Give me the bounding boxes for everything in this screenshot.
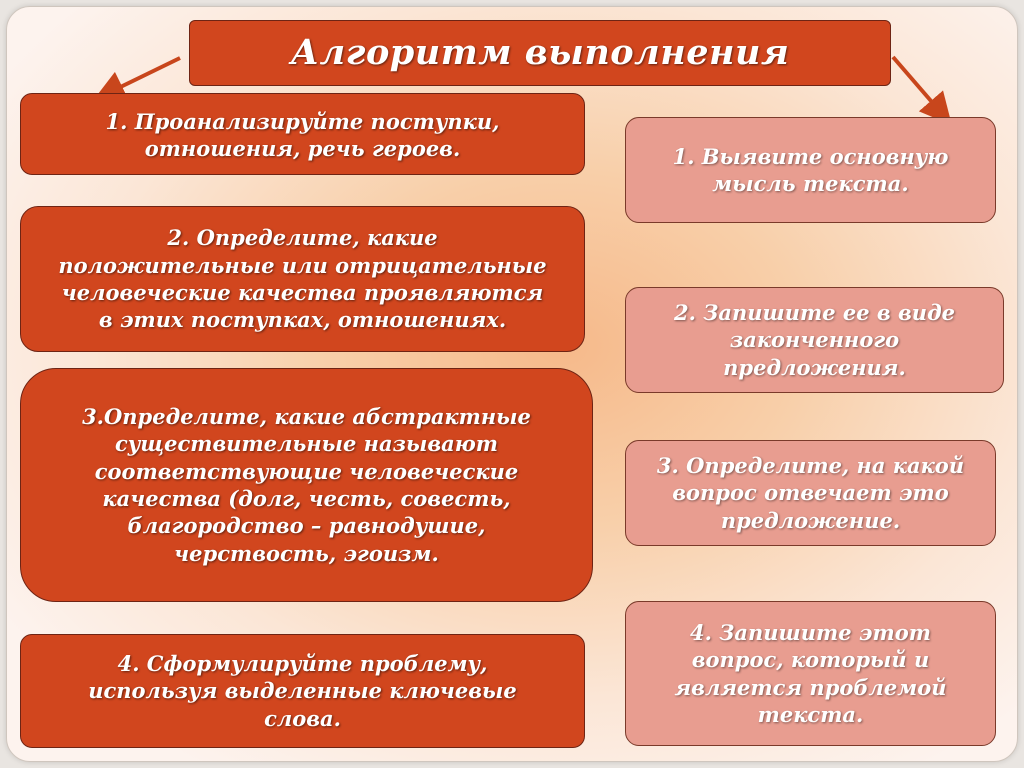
right-step-2 (625, 287, 1004, 393)
left-step-4 (20, 634, 585, 748)
title-text: Алгоритм выполнения (290, 32, 790, 74)
right-step-3 (625, 440, 996, 546)
right-step-3-text: 3. Определите, на какой вопрос отвечает это предложение. (656, 453, 965, 533)
left-step-1-text: 1. Проанализируйте поступки, отношения, речь героев. (105, 109, 500, 162)
right-step-1-text: 1. Выявите основную мысль текста. (672, 143, 949, 196)
right-step-4-text: 4. Запишите этот вопрос, который и является проблемой текста. (674, 619, 947, 727)
left-step-2 (20, 206, 585, 352)
left-step-3 (20, 368, 593, 602)
left-step-2-text: 2. Определите, какие положительные или отрицательные человеческие качества проявляются в этих поступках, отношениях. (58, 225, 547, 333)
right-step-1 (625, 117, 996, 223)
title-box (189, 20, 891, 86)
right-step-4 (625, 601, 996, 746)
left-step-1 (20, 93, 585, 175)
left-step-4-text: 4. Сформулируйте проблему, используя выделенные ключевые слова. (88, 651, 517, 731)
right-step-2-text: 2. Запишите ее в виде законченного предложения. (673, 300, 956, 380)
left-step-3-text: 3.Определите, какие абстрактные существительные называют соответствующие человеческие качества (долг, честь, совесть, благородство – равнодушие, черствость, эгоизм. (82, 404, 531, 566)
